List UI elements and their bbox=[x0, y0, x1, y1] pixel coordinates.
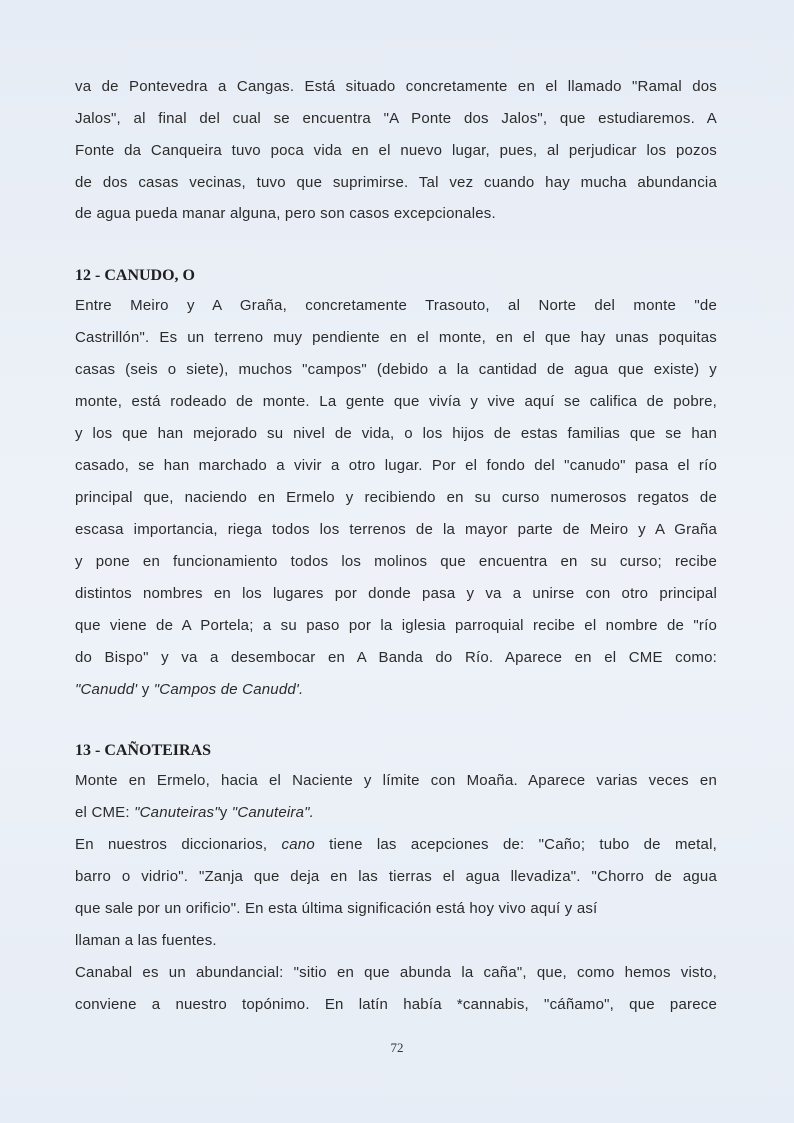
section-13-line-4: barro o vidrio". "Zanja que deja en las tierras el agua llevadiza". "Chorro de agua bbox=[75, 868, 717, 885]
section-12-citation-line bbox=[75, 678, 717, 702]
section-12-line-7: principal que, naciendo en Ermelo y recibiendo en su curso numerosos regatos de bbox=[75, 489, 717, 506]
term-cano: cano bbox=[281, 836, 315, 853]
intro-line-3: Fonte da Canqueira tuvo poca vida en el nuevo lugar, pues, al perjudicar los pozos bbox=[75, 142, 717, 159]
citation-join-13: y bbox=[219, 804, 232, 821]
section-12-line-11: que viene de A Portela; a su paso por la iglesia parroquial recibe el nombre de "río bbox=[75, 617, 717, 634]
section-12-line-1: Entre Meiro y A Graña, concretamente Trasouto, al Norte del monte "de bbox=[75, 297, 717, 314]
section-13-line-8: conviene a nuestro topónimo. En latín había *cannabis, "cáñamo", que parece bbox=[75, 996, 717, 1013]
intro-line-5: de agua pueda manar alguna, pero son casos excepcionales. bbox=[75, 205, 496, 222]
section-13-line-3-prefix: En nuestros diccionarios, bbox=[75, 836, 282, 853]
section-13-heading: 13 - CAÑOTEIRAS bbox=[75, 742, 212, 759]
section-13-line-5: que sale por un orificio". En esta última significación está hoy vivo aquí y así bbox=[75, 900, 598, 917]
section-12-line-9: y pone en funcionamiento todos los molinos que encuentra en su curso; recibe bbox=[75, 553, 717, 570]
section-12-line-4: monte, está rodeado de monte. La gente que vivía y vive aquí se califica de pobre, bbox=[75, 393, 717, 410]
citation-canuteira: "Canuteira". bbox=[231, 804, 315, 821]
section-12-line-5: y los que han mejorado su nivel de vida, o los hijos de estas familias que se han bbox=[75, 425, 717, 442]
section-12-line-10: distintos nombres en los lugares por donde pasa y va a unirse con otro principal bbox=[75, 585, 717, 602]
section-13-line-2 bbox=[75, 801, 717, 825]
section-13-line-6: llaman a las fuentes. bbox=[75, 932, 217, 949]
citation-canudd: "Canudd' bbox=[75, 681, 138, 698]
section-13-line-3-suffix: tiene las acepciones de: "Caño; tubo de metal, bbox=[314, 836, 717, 853]
section-13-line-2-prefix: el CME: bbox=[75, 804, 135, 821]
intro-line-1: va de Pontevedra a Cangas. Está situado concretamente en el llamado "Ramal dos bbox=[75, 78, 717, 95]
section-13-line-1: Monte en Ermelo, hacia el Naciente y límite con Moaña. Aparece varias veces en bbox=[75, 772, 717, 789]
section-12-line-8: escasa importancia, riega todos los terrenos de la mayor parte de Meiro y A Graña bbox=[75, 521, 717, 538]
intro-line-4: de dos casas vecinas, tuvo que suprimirse. Tal vez cuando hay mucha abundancia bbox=[75, 174, 717, 191]
citation-campos-de-canudd: "Campos de Canudd'. bbox=[153, 681, 304, 698]
section-12-line-6: casado, se han marchado a vivir a otro lugar. Por el fondo del "canudo" pasa el río bbox=[75, 457, 717, 474]
intro-line-2: Jalos", al final del cual se encuentra "A Ponte dos Jalos", que estudiaremos. A bbox=[75, 110, 717, 127]
citation-canuteiras: "Canuteiras" bbox=[134, 804, 220, 821]
section-12-heading: 12 - CANUDO, O bbox=[75, 267, 195, 284]
section-12-line-2: Castrillón". Es un terreno muy pendiente en el monte, en el que hay unas poquitas bbox=[75, 329, 717, 346]
section-12-line-3: casas (seis o siete), muchos "campos" (debido a la cantidad de agua que existe) y bbox=[75, 361, 717, 378]
citation-join: y bbox=[137, 681, 154, 698]
section-12-line-12: do Bispo" y va a desembocar en A Banda do Río. Aparece en el CME como: bbox=[75, 649, 717, 666]
section-13-line-7: Canabal es un abundancial: "sitio en que abunda la caña", que, como hemos visto, bbox=[75, 964, 717, 981]
page-number: 72 bbox=[390, 1040, 404, 1055]
section-13-line-3 bbox=[75, 833, 717, 857]
